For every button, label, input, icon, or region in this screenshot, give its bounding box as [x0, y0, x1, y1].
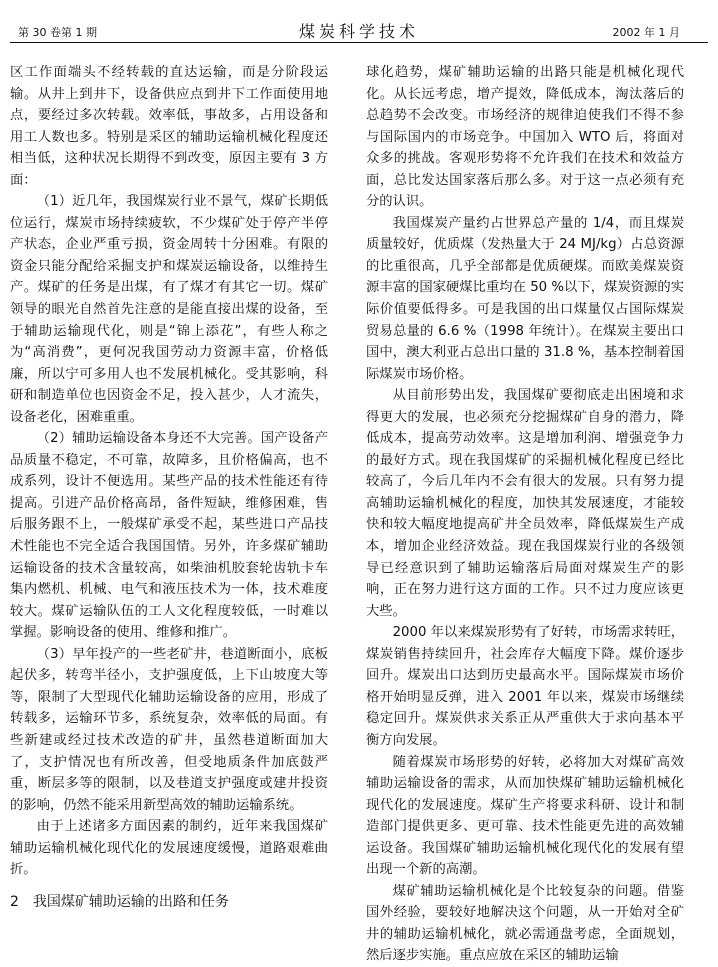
running-header: [10, 18, 708, 43]
paragraph-continuation: 区工作面端头不经转载的直达运输，而是分阶段运输。从井上到井下，设备供应点到井下工作面使用地点，要经过多次转载。效率低，事故多，占用设备和用工人数也多。特别是采区的辅助运输机械化程度还相当低，这种状况长期得不到改变，原因主要有 3 方面：: [10, 65, 328, 188]
volume-issue: 第 30 卷第 1 期: [18, 26, 97, 39]
journal-title: 煤炭科学技术: [298, 22, 419, 41]
left-column: [10, 62, 328, 913]
paragraph-reason-2: （2）辅助运输设备本身还不大完善。国产设备产品质量不稳定，不可靠，故障多，且价格偏高，也不成系列，设计不便选用。某些产品的技术性能还有待提高。引进产品价格高昂，备件短缺，维修困难，售后服务跟不上，一般煤矿承受不起，某些进口产品技术性能也不完全适合我国国情。另外，许多煤矿辅助运输设备的技术含量较高，如柴油机胶套轮齿轨卡车集内燃机、机械、电气和液压技术为一体，技术难度较大。煤矿运输队伍的工人文化程度较低，一时难以掌握。影响设备的使用、维修和推广。: [10, 431, 328, 641]
right-column: [366, 62, 684, 967]
paragraph-reason-3: （3）早年投产的一些老矿井，巷道断面小，底板起伏多，转弯半径小，支护强度低，上下山坡度大等等，限制了大型现代化辅助运输设备的应用，形成了转载多，运输环节多，系统复杂，效率低的局面。有些新建或经过技术改造的矿井，虽然巷道断面加大了，支护情况也有所改善，但受地质条件加底鼓严重，断层多等的限制，以及巷道支护强度或建井投资的影响，仍然不能采用新型高效的辅助运输系统。: [10, 646, 328, 813]
paragraph-demand: 随着煤炭市场形势的好转，必将加大对煤矿高效辅助运输设备的需求，从而加快煤矿辅助运输机械化现代化的发展速度。煤矿生产将要求科研、设计和制造部门提供更多、更可靠、技术性能更先进的高效辅运设备。我国煤矿辅助运输机械化现代化的发展有望出现一个新的高潮。: [366, 754, 684, 878]
paragraph-market-2000: 2000 年以来煤炭形势有了好转，市场需求转旺，煤炭销售持续回升，社会库存大幅度下降。煤价逐步回升。煤炭出口达到历史最高水平。国际煤炭市场价格开始明显反弹，进入 2001 年以来，煤炭市场继续稳定回升。煤炭供求关系正从严重供大于求向基本平衡方向发展。: [366, 625, 684, 748]
paragraph-globalization: 球化趋势，煤矿辅助运输的出路只能是机械化现代化。从长远考虑，增产提效，降低成本，淘汰落后的总趋势不会改变。市场经济的规律迫使我们不得不参与国际国内的市场竞争。中国加入 WTO 后，将面对众多的挑战。客观形势将不允许我们在技术和效益方面，总比发达国家落后那么多。对于这一点必须有充分的认识。: [366, 65, 684, 210]
paragraph-reason-1: （1）近几年，我国煤炭行业不景气，煤矿长期低位运行，煤炭市场持续疲软，不少煤矿处于停产半停产状态，企业严重亏损，资金周转十分困难。有限的资金只能分配给采掘支护和煤炭运输设备，以维持生产。煤矿的任务是出煤，有了煤才有其它一切。煤矿领导的眼光自然首先注意的是能直接出煤的设备，至于辅助运输现代化，则是“锦上添花”，有些人称之为“高消费”，更何况我国劳动力资源丰富，价格低廉，所以宁可多用人也不发展机械化。受其影响，科研和制造单位也因资金不足，投入甚少，人才流失，设备老化，困难重重。: [10, 194, 328, 425]
paragraph-planning: 煤矿辅助运输机械化是个比较复杂的问题。借鉴国外经验，要较好地解决这个问题，从一开始对全矿井的辅助运输机械化，就必需通盘考虑，全面规划，然后逐步实施。重点应放在采区的辅助运输: [366, 883, 684, 964]
publication-date: 2002 年 1 月: [612, 26, 680, 39]
paragraph-summary: 由于上述诸多方面因素的制约，近年来我国煤矿辅助运输机械化现代化的发展速度缓慢，道路艰难曲折。: [10, 819, 328, 878]
paragraph-situation: 从目前形势出发，我国煤矿要彻底走出困境和求得更大的发展，也必须充分挖掘煤矿自身的潜力，降低成本，提高劳动效率。这是增加利润、增强竞争力的最好方式。现在我国煤矿的采掘机械化程度已经比较高了，今后几年内不会有很大的发展。只有努力提高辅助运输机械化的程度，加快其发展速度，才能较快和较大幅度地提高矿井全员效率，降低煤炭生产成本，增加企业经济效益。现在我国煤炭行业的各级领导已经意识到了辅助运输落后局面对煤炭生产的影响，正在努力进行这方面的工作。只不过力度应该更大些。: [366, 388, 684, 619]
section-heading: 2 我国煤矿辅助运输的出路和任务: [10, 893, 229, 910]
paragraph-coal-resources: 我国煤炭产量约占世界总产量的 1/4，而且煤炭质量较好，优质煤（发热量大于 24 MJ/kg）占总资源的比重很高，几乎全部都是优质硬煤。而欧美煤炭资源丰富的国家硬煤比重均在 50 %以下，煤炭资源的实际价值要低得多。可是我国的出口煤量仅占国际煤炭贸易总量的 6.6 %（1998 年统计）。在煤炭主要出口国中，澳大利亚占总出口量的 31.8 %，基本控制着国际煤炭市场价格。: [366, 215, 684, 382]
